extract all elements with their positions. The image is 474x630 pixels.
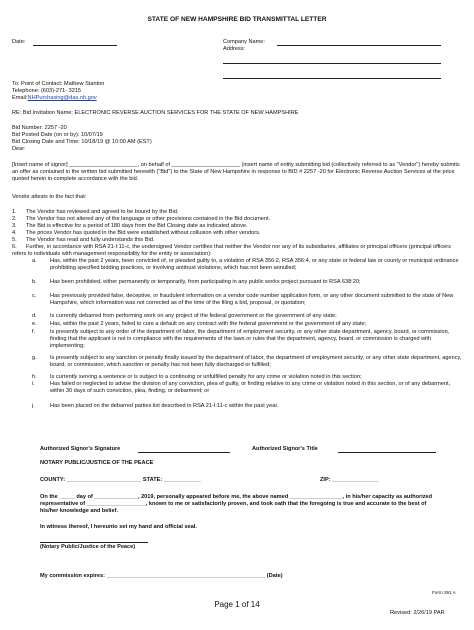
date-label: Date: xyxy=(12,39,26,45)
sub-item xyxy=(32,355,464,369)
sub-item xyxy=(32,279,464,286)
attest-text: Further, in accordance with RSA 21-I:11-c, the undersigned Vendor certifies that neither the Vendor nor any of its subsidiaries, affiliates or principal officers (principal officers refers to individuals with management responsibility for the entity or association): xyxy=(12,244,451,257)
dear-line: Dear: xyxy=(12,146,26,152)
sub-item-text: Has, within the past 2 years, failed to cure a default on any contract with the federal government or the government of any state; xyxy=(50,321,367,327)
sub-item-letter: b. xyxy=(32,279,37,285)
attest-item xyxy=(12,244,464,258)
email-link[interactable]: NHPurchasing@das.nh.gov xyxy=(27,95,97,101)
sub-item-letter: g. xyxy=(32,355,37,361)
sub-item-letter: f. xyxy=(32,329,36,335)
document-title: STATE OF NEW HAMPSHIRE BID TRANSMITTAL LETTER xyxy=(147,16,327,23)
notary-heading: NOTARY PUBLIC/JUSTICE OF THE PEACE xyxy=(40,460,154,466)
sub-item xyxy=(32,374,464,381)
authorized-signature-label: Authorized Signor's Signature xyxy=(40,446,121,452)
signature-field[interactable] xyxy=(138,452,230,453)
form-code: Form 391 A xyxy=(432,590,456,595)
address-label: Address: xyxy=(223,46,246,52)
revised-date: Revised: 2/26/19 PAR xyxy=(390,610,445,616)
sub-item-text: Has been placed on the debarred parties list described in RSA 21-I:11-c within the past year. xyxy=(50,403,279,409)
sub-item xyxy=(32,329,464,350)
zip-line: ZIP: _______________ xyxy=(320,477,379,483)
county-state-line: COUNTY: ________________________ STATE: ____________ xyxy=(40,477,202,483)
sub-item xyxy=(32,321,464,328)
notary-caption: (Notary Public/Justice of the Peace) xyxy=(40,544,136,550)
title-field[interactable] xyxy=(338,452,436,453)
attest-number: 6. xyxy=(12,244,17,250)
email-row xyxy=(12,95,97,102)
attest-number: 2. xyxy=(12,216,17,222)
date-field[interactable] xyxy=(33,45,117,46)
sub-item-text: Has failed or neglected to advise the division of any conviction, plea of guilty, or finding relative to any crime or violation noted in this section, or of any debarment, within 30 days of such conviction, plea, finding, or debarment; or xyxy=(50,381,451,394)
attest-number: 3. xyxy=(12,223,17,229)
sub-item-text: Has been prohibited, either permanently or temporarily, from participating in any public works project pursuant to RSA 638:20; xyxy=(50,279,361,285)
bid-number: Bid Number: 2257 -20 xyxy=(12,125,67,131)
sub-item-text: Is currently serving a sentence or is subject to a continuing or unfulfilled penalty for any crime or violation noted in this section; xyxy=(50,374,362,380)
commission-expires: My commission expires: ___________________________________________________ (Date) xyxy=(40,573,283,579)
attest-item xyxy=(12,230,464,237)
address-line-1[interactable] xyxy=(223,63,441,64)
sub-item xyxy=(32,293,464,307)
sub-item xyxy=(32,403,464,410)
attest-text: The Vendor has read and fully understands this Bid. xyxy=(26,237,155,243)
sub-item-letter: c. xyxy=(32,293,37,299)
bid-closing: Bid Closing Date and Time: 10/18/19 @ 10:00 AM (EST) xyxy=(12,139,152,145)
authorized-title-label: Authorized Signor's Title xyxy=(252,446,318,452)
attest-text: The prices Vendor has quoted in the Bid were established without collusion with other vendors. xyxy=(26,230,261,236)
page-number: Page 1 of 14 xyxy=(214,600,260,609)
telephone: Telephone: (603)-271- 3215 xyxy=(12,88,82,94)
point-of-contact: To: Point of Contact: Mathew Stanton xyxy=(12,81,105,87)
attest-item xyxy=(12,209,464,216)
sub-item-text: Has previously provided false, deceptive, or fraudulent information on a vendor code number application form, or any other document submitted to the state of New Hampshire, which information was not corrected as of the time of the filing a bid, proposal, or quotation; xyxy=(50,293,454,306)
address-line-2[interactable] xyxy=(223,78,441,79)
company-name-field[interactable] xyxy=(277,45,441,46)
sub-item xyxy=(32,258,464,272)
sub-item-letter: i. xyxy=(32,381,35,387)
sub-item xyxy=(32,381,464,395)
intro-paragraph: [Insert name of signor] ______________________, on behalf of ______________________ (insert name of entity submitting bid (collectively referred to as "Vendor") hereby submits an offer as contained in the written bid submitted herewith ("Bid") to the State of New Hampshire in response to BID # 2257 -20 for Electronic Reverse Auction Services at the price quoted herein in complete accordance with the bid. xyxy=(12,162,460,182)
attest-text: The Bid is effective for a period of 180 days from the Bid Closing date as indicated above. xyxy=(26,223,248,229)
attest-text: The Vendor has reviewed and agreed to be bound by the Bid. xyxy=(26,209,179,215)
attest-number: 5. xyxy=(12,237,17,243)
company-name-label: Company Name: xyxy=(223,39,265,45)
sub-item-letter: d. xyxy=(32,313,37,319)
attest-text: The Vendor has not altered any of the language or other provisions contained in the Bid document. xyxy=(26,216,271,222)
sub-item-text: Is presently subject to any sanction or penalty finally issued by the department of labor, the department of employment security, or any other state department, agency, board, or commission, which sanction or penalty has not been fully discharged or fulfilled; xyxy=(50,355,462,368)
email-label: Email: xyxy=(12,95,28,101)
attest-number: 4. xyxy=(12,230,17,236)
attest-item xyxy=(12,216,464,223)
sub-item-letter: a. xyxy=(32,258,37,264)
attests-intro: Vendor attests to the fact that: xyxy=(12,194,87,200)
notary-statement: On the _____ day of ______________, 2019, personally appeared before me, the above named _________________, in his/her capacity as authorized representative of ___________________, known to me or satisfactorily proven, and took oath that the foregoing is true and accurate to the best of his/her knowledge and belief. xyxy=(40,494,433,514)
attest-number: 1. xyxy=(12,209,17,215)
attest-item xyxy=(12,237,464,244)
sub-item-text: Has, within the past 2 years, been convicted of, or pleaded guilty to, a violation of RSA 356:2, RSA 356:4, or any state or federal law or county or municipal ordinance prohibiting specified bidding practices, or involving antitrust violations, which has not been annulled; xyxy=(50,258,459,271)
witness-line: In witness thereof, I hereunto set my hand and official seal. xyxy=(40,524,197,530)
notary-signature-field[interactable] xyxy=(40,542,148,543)
sub-item-letter: h. xyxy=(32,374,37,380)
re-line: RE: Bid Invitation Name: ELECTRONIC REVERSE AUCTION SERVICES FOR THE STATE OF NEW HAMPSHIRE xyxy=(12,110,299,116)
sub-item xyxy=(32,313,464,320)
sub-item-letter: e. xyxy=(32,321,37,327)
bid-posted-date: Bid Posted Date (on or by): 10/07/19 xyxy=(12,132,103,138)
attest-item xyxy=(12,223,464,230)
sub-item-text: Is currently debarred from performing work on any project of the federal government or the government of any state; xyxy=(50,313,337,319)
sub-item-text: Is presently subject to any order of the department of labor, the department of employment security, or any other state department, agency, board, or commission, finding that the applicant is not in compliance with the requirements of the laws or rules that the department, agency, board, or commission is charged with implementing; xyxy=(50,329,450,349)
sub-item-letter: j. xyxy=(32,403,35,409)
